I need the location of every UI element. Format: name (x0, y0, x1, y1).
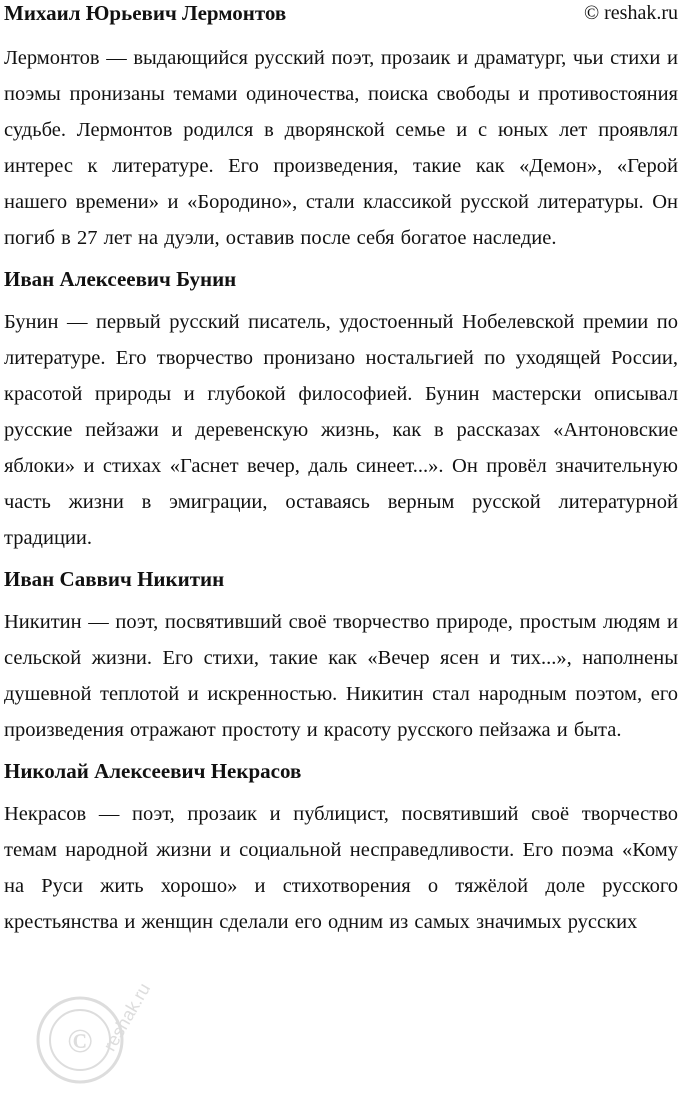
paragraph-nikitin: Никитин — поэт, посвятивший своё творчество природе, простым людям и сельской жизни. Его стихи, такие как «Вечер ясен и тих...», наполнены душевной теплотой и искренностью. Никитин стал народным поэтом, его произведения отражают простоту и красоту русского пейзажа и быта. (4, 611, 678, 741)
watermark-stamp (20, 960, 170, 1090)
svg-text:©: © (67, 1023, 93, 1060)
document-page (4, 0, 678, 940)
paragraph-bunin: Бунин — первый русский писатель, удостоенный Нобелевской премии по литературе. Его творчество пронизано ностальгией по уходящей России, красотой природы и глубокой философией. Бунин мастерски описывал русские пейзажи и деревенскую жизнь, как в рассказах «Антоновские яблоки» и стихах «Гаснет вечер, даль синеет...». Он провёл значительную часть жизни в эмиграции, оставаясь верным русской литературной традиции. (4, 311, 678, 549)
section-heading-nikitin: Иван Саввич Никитин (4, 567, 225, 591)
watermark-seal-icon (20, 960, 170, 1090)
page-header (4, 0, 678, 26)
watermark-text: reshak.ru (99, 979, 155, 1055)
paragraph-nekrasov: Некрасов — поэт, прозаик и публицист, посвятивший своё творчество темам народной жизни и социальной несправедливости. Его поэма «Кому на Руси жить хорошо» и стихотворения о тяжёлой доле русского крестьянства и женщин сделали его одним из самых значимых русских (4, 803, 678, 933)
paragraph-lermontov: Лермонтов — выдающийся русский поэт, прозаик и драматург, чьи стихи и поэмы пронизаны темами одиночества, поиска свободы и противостояния судьбе. Лермонтов родился в дворянской семье и с юных лет проявлял интерес к литературе. Его произведения, такие как «Демон», «Герой нашего времени» и «Бородино», стали классикой русской литературы. Он погиб в 27 лет на дуэли, оставив после себя богатое наследие. (4, 47, 678, 249)
section-heading-nekrasov: Николай Алексеевич Некрасов (4, 759, 302, 783)
section-heading-bunin: Иван Алексеевич Бунин (4, 267, 237, 291)
site-copyright: © reshak.ru (583, 2, 678, 24)
section-heading-lermontov: Михаил Юрьевич Лермонтов (4, 1, 287, 25)
